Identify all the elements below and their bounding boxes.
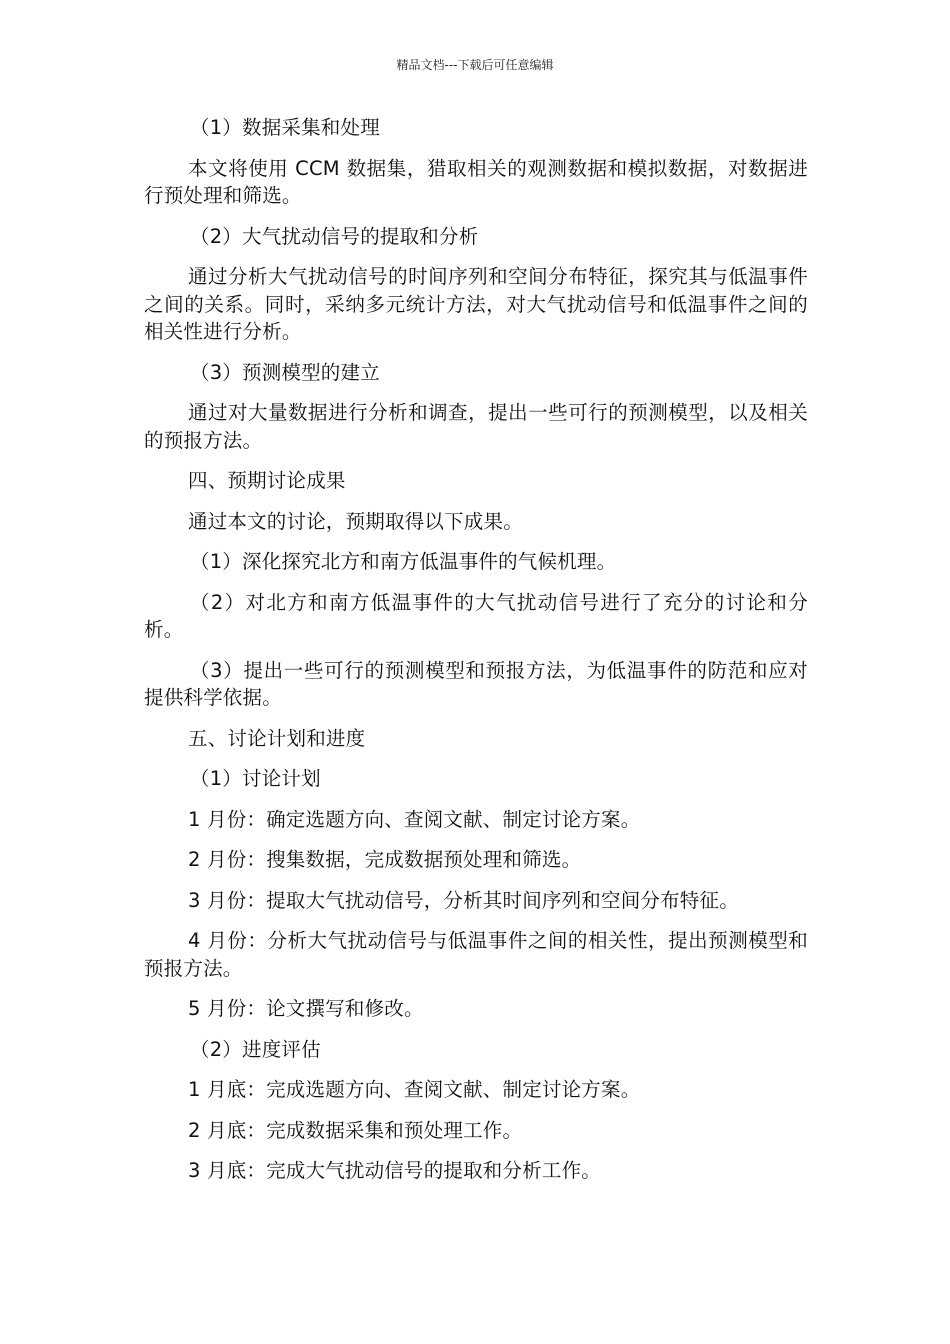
paragraph-signal-analysis: 通过分析大气扰动信号的时间序列和空间分布特征，探究其与低温事件之间的关系。同时，采纳多元统计方法，对大气扰动信号和低温事件之间的相关性进行分析。: [144, 265, 808, 343]
subheading-progress: （2）进度评估: [190, 1037, 321, 1061]
result-item-2: （2）对北方和南方低温事件的大气扰动信号进行了充分的讨论和分析。: [144, 590, 808, 641]
paragraph-data-collection: 本文将使用 CCM 数据集，猎取相关的观测数据和模拟数据，对数据进行预处理和筛选。: [144, 156, 808, 207]
paragraph-prediction-model: 通过对大量数据进行分析和调查，提出一些可行的预测模型，以及相关的预报方法。: [144, 401, 808, 452]
paragraph-expected-intro: 通过本文的讨论，预期取得以下成果。: [188, 509, 523, 533]
progress-item-february: 2 月底：完成数据采集和预处理工作。: [188, 1118, 523, 1142]
plan-item-may: 5 月份：论文撰写和修改。: [188, 997, 424, 1020]
document-body: [144, 114, 808, 1198]
subheading-research-plan: （1）讨论计划: [190, 767, 321, 790]
result-item-1: （1）深化探究北方和南方低温事件的气候机理。: [190, 550, 617, 573]
section-heading-plan: 五、讨论计划和进度: [188, 726, 366, 750]
progress-item-march: 3 月底：完成大气扰动信号的提取和分析工作。: [188, 1159, 602, 1182]
section-heading-expected-results: 四、预期讨论成果: [188, 469, 346, 492]
progress-item-january: 1 月底：完成选题方向、查阅文献、制定讨论方案。: [188, 1078, 641, 1101]
subheading-signal-analysis: （2）大气扰动信号的提取和分析: [190, 224, 479, 248]
page-header: 精品文档---下载后可任意编辑: [396, 58, 554, 72]
result-item-3: （3）提出一些可行的预测模型和预报方法，为低温事件的防范和应对提供科学依据。: [144, 658, 808, 709]
plan-item-april: 4 月份：分析大气扰动信号与低温事件之间的相关性，提出预测模型和预报方法。: [144, 929, 808, 980]
subheading-data-collection: （1）数据采集和处理: [190, 116, 380, 139]
plan-item-january: 1 月份：确定选题方向、查阅文献、制定讨论方案。: [188, 807, 641, 831]
plan-item-february: 2 月份：搜集数据，完成数据预处理和筛选。: [188, 848, 582, 871]
plan-item-march: 3 月份：提取大气扰动信号，分析其时间序列和空间分布特征。: [188, 888, 739, 912]
subheading-prediction-model: （3）预测模型的建立: [190, 360, 380, 384]
